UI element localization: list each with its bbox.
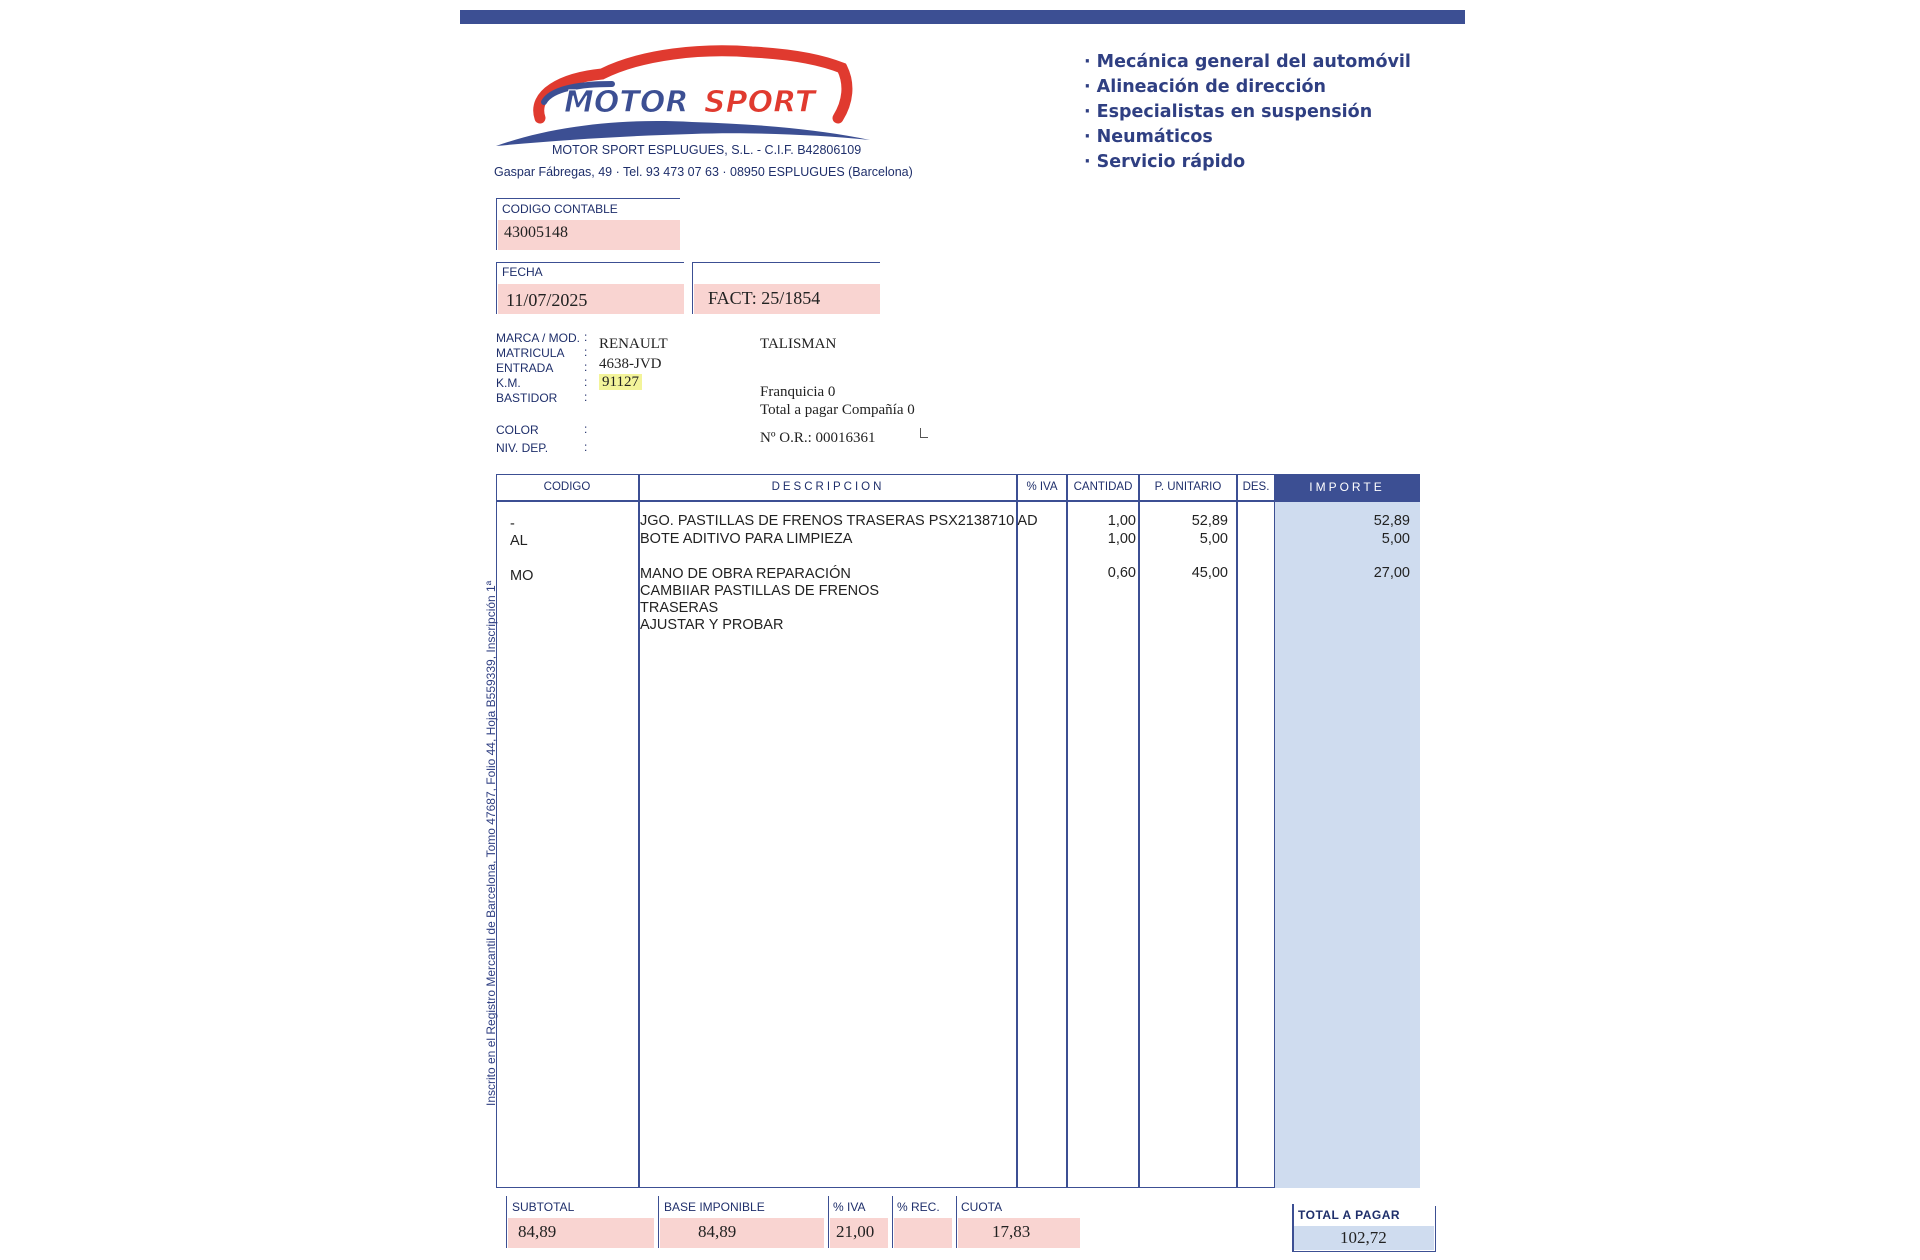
taxable-base-value: 84,89 [698, 1222, 737, 1241]
table-row-unit-price: 45,00 [1191, 565, 1228, 581]
header-code: CODIGO [543, 481, 591, 493]
order-number: Nº O.R.: 00016361 [760, 430, 876, 446]
corner-mark [920, 428, 928, 438]
table-note: AJUSTAR Y PROBAR [640, 617, 784, 633]
service-item: · Neumáticos [1084, 127, 1213, 147]
service-item: · Servicio rápido [1084, 152, 1246, 172]
invoice-number: FACT: 25/1854 [708, 288, 821, 308]
total-label: TOTAL A PAGAR [1298, 1208, 1401, 1222]
service-item: · Alineación de dirección [1084, 77, 1327, 97]
logo-text-motor: MOTOR [564, 85, 689, 120]
table-row-unit-price: 5,00 [1199, 531, 1228, 547]
account-code-value: 43005148 [504, 224, 568, 241]
header-quantity: CANTIDAD [1073, 481, 1133, 493]
registry-text: Inscrito en el Registro Mercantil de Barcelona, Tomo 47687, Folio 44, Hoja B559339, Inscripción 1ª [484, 580, 498, 1106]
date-label: FECHA [502, 265, 543, 279]
service-item: · Especialistas en suspensión [1084, 102, 1373, 122]
table-row-code: AL [510, 533, 528, 549]
table-row-amount: 27,00 [1373, 565, 1410, 581]
header-amount: IMPORTE [1274, 474, 1420, 500]
brand-label: MARCA / MOD. [496, 331, 581, 345]
header-discount: DES. [1242, 481, 1270, 493]
table-row-description: BOTE ADITIVO PARA LIMPIEZA [640, 531, 853, 547]
table-row-code: MO [510, 568, 534, 584]
fee-label: CUOTA [961, 1200, 1003, 1214]
table-row-quantity: 1,00 [1107, 531, 1136, 547]
vehicle-brand: RENAULT [599, 336, 668, 352]
plate-label: MATRICULA [496, 346, 565, 360]
table-note: CAMBIIAR PASTILLAS DE FRENOS [640, 583, 880, 599]
entry-label: ENTRADA [496, 361, 554, 375]
service-item: · Mecánica general del automóvil [1084, 52, 1411, 72]
top-color-bar [460, 10, 1465, 24]
table-row-amount: 5,00 [1381, 531, 1410, 547]
table-row-amount: 52,89 [1373, 513, 1410, 529]
table-row-quantity: 0,60 [1107, 565, 1136, 581]
company-address: Gaspar Fábregas, 49 · Tel. 93 473 07 63 · 08950 ESPLUGUES (Barcelona) [494, 165, 913, 179]
header-unit-price: P. UNITARIO [1154, 481, 1222, 493]
vat-label: % IVA [833, 1200, 866, 1214]
header-description: DESCRIPCION [771, 481, 885, 493]
table-row-description: JGO. PASTILLAS DE FRENOS TRASERAS PSX2138710 AD [640, 513, 1038, 529]
table-row-quantity: 1,00 [1107, 513, 1136, 529]
logo-text-sport: SPORT [704, 85, 816, 120]
table-row-description: MANO DE OBRA REPARACIÓN [640, 566, 851, 582]
surcharge-label: % REC. [897, 1200, 940, 1214]
level-label: NIV. DEP. [496, 441, 549, 455]
taxable-base-label: BASE IMPONIBLE [664, 1200, 765, 1214]
header-vat: % IVA [1026, 481, 1058, 493]
services-list [1084, 50, 1411, 175]
invoice-page: MOTOR SPORT MOTOR SPORT ESPLUGUES, S.L. - C.I.F. B42806109 Gaspar Fábregas, 49 · Tel. 93 473 07 63 · 08950 ESPLUGUES (Barcelona) · Mecánica general del automóvil · Alineación de dirección · Especialistas en suspensión · Neumáticos · Servicio rápido CODIGO CONTABLE 43005148 FECHA 11/07/2025 FACT: 25/1854 MARCA / MOD. MATRICULA ENTRADA K.M. BASTIDOR COLOR NIV. DEP. : : : : : : : RENAULT TALISMAN 4638-JVD 91127 Franquicia 0 Total a pagar Compañía 0 Nº O.R.: 00016361 CODIGO DESCRIPCION % IVA CANTIDAD P. UNITARIO DES. IMPORTE - JGO. PASTILLAS DE FRENOS TRASERAS PSX2138710 AD 1,00 52,89 52,89 AL BOTE ADITIVO PARA LIMPIEZA 1,00 5,00 5,00 MO MANO DE OBRA REPARACIÓN 0,60 45,00 27,00 CAMBIIAR PASTILLAS DE FRENOS TRASERAS AJUSTAR Y PROBAR Inscrito en el Registro Mercantil de Barcelona, Tomo 47687, Folio 44, Hoja B559339, Inscripción 1ª SUBTOTAL 84,89 BASE IMPONIBLE 84,89 % IVA 21,00 % REC. CUOTA 17,83 TOTAL A PAGAR 102,72 [0, 0, 1920, 1260]
km-label: K.M. [496, 376, 521, 390]
table-row-unit-price: 52,89 [1191, 513, 1228, 529]
company-name: MOTOR SPORT ESPLUGUES, S.L. - C.I.F. B42806109 [552, 143, 862, 157]
table-note: TRASERAS [640, 600, 719, 616]
account-code-label: CODIGO CONTABLE [502, 202, 618, 216]
chassis-label: BASTIDOR [496, 391, 558, 405]
subtotal-label: SUBTOTAL [512, 1200, 575, 1214]
fee-value: 17,83 [992, 1222, 1031, 1241]
vehicle-km: 91127 [599, 374, 642, 390]
date-value: 11/07/2025 [506, 290, 588, 310]
franchise: Franquicia 0 [760, 384, 836, 400]
company-logo [492, 44, 872, 154]
subtotal-value: 84,89 [518, 1222, 557, 1241]
vehicle-plate: 4638-JVD [599, 356, 662, 372]
vehicle-model: TALISMAN [760, 336, 837, 352]
vat-value: 21,00 [836, 1222, 875, 1241]
color-label: COLOR [496, 423, 539, 437]
table-row-code: - [510, 516, 515, 532]
company-total: Total a pagar Compañía 0 [760, 402, 915, 418]
total-value: 102,72 [1340, 1228, 1387, 1247]
